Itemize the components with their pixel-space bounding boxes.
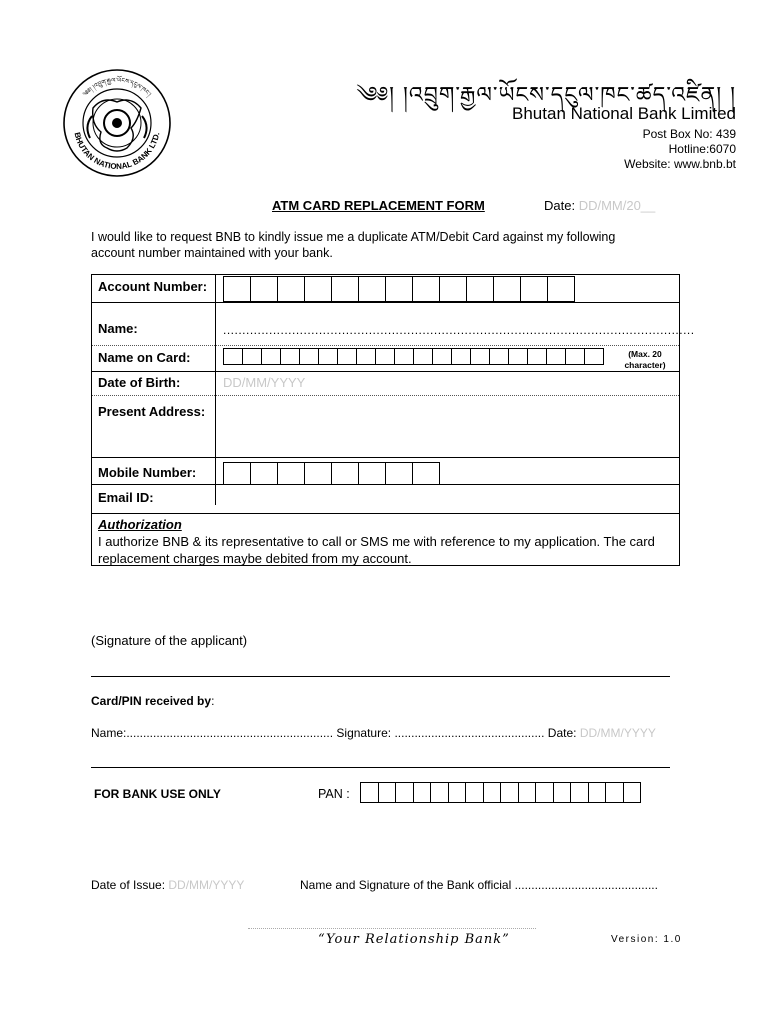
received-signature-dots[interactable]: .............................................: [394, 726, 545, 740]
present-address-label: Present Address:: [98, 404, 206, 419]
dob-label: Date of Birth:: [98, 375, 181, 390]
received-by-row[interactable]: [91, 726, 656, 740]
logo-text: BHUTAN NATIONAL BANK LTD.: [72, 131, 162, 172]
issue-placeholder[interactable]: DD/MM/YYYY: [168, 878, 245, 892]
mobile-number-boxes[interactable]: [223, 462, 439, 485]
pan-label: PAN :: [318, 787, 350, 801]
version: Version: 1.0: [611, 934, 682, 945]
name-on-card-label: Name on Card:: [98, 350, 191, 365]
account-number-boxes[interactable]: [223, 276, 574, 302]
official-label: Name and Signature of the Bank official: [300, 878, 515, 892]
signature-line[interactable]: [91, 676, 670, 677]
footer-dotted-line: [248, 928, 536, 929]
max-char-note: (Max. 20 character): [624, 349, 666, 370]
website: Website: www.bnb.bt: [624, 157, 736, 171]
received-date-placeholder[interactable]: DD/MM/YYYY: [579, 726, 656, 740]
bank-official-signature[interactable]: [300, 878, 658, 892]
authorization-heading: Authorization: [98, 517, 182, 532]
received-date-label: Date:: [544, 726, 580, 740]
issue-label: Date of Issue:: [91, 878, 169, 892]
form-title: ATM CARD REPLACEMENT FORM: [272, 198, 485, 213]
applicant-signature-label: (Signature of the applicant): [91, 633, 248, 648]
slogan: “Your Relationship Bank”: [318, 932, 510, 947]
form-date[interactable]: [544, 198, 655, 213]
date-of-issue[interactable]: [91, 878, 244, 892]
official-dots[interactable]: ...........................................: [514, 878, 658, 892]
received-name-dots[interactable]: ..............................................................: [126, 726, 334, 740]
date-label: Date:: [544, 198, 579, 213]
svg-text:༄༅། །འབྲུག་རྒྱལ་ཡོངས་དངུལ་ཁང་།: ༄༅། །འབྲུག་རྒྱལ་ཡོངས་དངུལ་ཁང་།: [81, 76, 153, 98]
present-address-field[interactable]: [216, 396, 679, 456]
email-field[interactable]: [216, 485, 679, 512]
bank-name-tibetan: ༄༅། །འབྲུག་རྒྱལ་ཡོངས་དངུལ་ཁང་ཚད་འཛིན། །: [356, 83, 736, 108]
name-field[interactable]: ...........................................................................................................................: [223, 323, 695, 337]
account-number-label: Account Number:: [98, 279, 208, 294]
name-on-card-boxes[interactable]: [223, 348, 603, 365]
hotline: Hotline:6070: [668, 142, 736, 156]
bnb-logo: [62, 68, 172, 178]
email-label: Email ID:: [98, 490, 154, 505]
bank-name: Bhutan National Bank Limited: [512, 104, 736, 123]
intro-text: I would like to request BNB to kindly issue me a duplicate ATM/Debit Card against my following account number maintained with your bank.: [91, 230, 616, 260]
authorization-text: I authorize BNB & its representative to call or SMS me with reference to my application. The card replacement charges maybe debited from my account.: [98, 534, 655, 566]
post-box: Post Box No: 439: [642, 127, 736, 141]
bank-use-label: FOR BANK USE ONLY: [94, 787, 221, 801]
received-signature-label: Signature:: [333, 726, 395, 740]
name-label: Name:: [98, 321, 138, 336]
bank-use-separator: [91, 767, 670, 768]
date-placeholder: DD/MM/20__: [578, 198, 656, 213]
pan-boxes[interactable]: [360, 782, 640, 803]
card-pin-received-label: Card/PIN received by:: [91, 694, 215, 708]
received-name-label: Name:: [91, 726, 127, 740]
applicant-details-table: [91, 274, 695, 566]
dob-field[interactable]: DD/MM/YYYY: [223, 375, 306, 390]
mobile-number-label: Mobile Number:: [98, 465, 197, 480]
